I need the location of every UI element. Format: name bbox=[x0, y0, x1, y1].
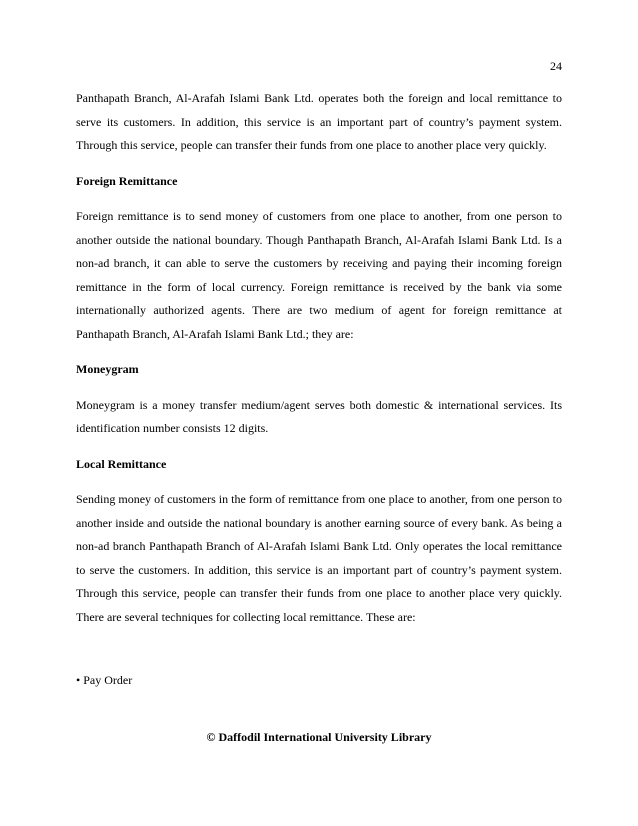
local-remittance-paragraph: Sending money of customers in the form of remittance from one place to another, from one person to another inside and outside the national boundary is another earning source of every bank. As being a non-ad branch Panthapath Branch of Al-Arafah Islami Bank Ltd. Only operates the local remittance to serve the customers. In addition, this service is an important part of country’s payment system. Through this service, people can transfer their funds from one place to another place very quickly. There are several techniques for collecting local remittance. These are: bbox=[76, 492, 562, 624]
moneygram-heading: Moneygram bbox=[76, 362, 139, 376]
footer-copyright: © Daffodil International University Library bbox=[206, 730, 432, 744]
page-number: 24 bbox=[550, 59, 562, 73]
moneygram-paragraph: Moneygram is a money transfer medium/agent serves both domestic & international services. Its identification number consists 12 digits. bbox=[76, 397, 562, 435]
foreign-remittance-heading: Foreign Remittance bbox=[76, 173, 178, 188]
document-body bbox=[76, 87, 562, 693]
foreign-remittance-paragraph: Foreign remittance is to send money of customers from one place to another, from one person to another outside the national boundary. Though Panthapath Branch, Al-Arafah Islami Bank Ltd. Is a non-ad branch, it can able to serve the customers by receiving and paying their incoming foreign remittance in the form of local currency. Foreign remittance is received by the bank via some internationally authorized agents. There are two medium of agent for foreign remittance at Panthapath Branch, Al-Arafah Islami Bank Ltd.; they are: bbox=[76, 209, 562, 341]
list-item: • Pay Order bbox=[76, 673, 133, 687]
intro-paragraph: Panthapath Branch, Al-Arafah Islami Bank Ltd. operates both the foreign and local remittance to serve its customers. In addition, this service is an important part of country’s payment system. Through this service, people can transfer their funds from one place to another place very quickly. bbox=[76, 91, 562, 152]
local-remittance-heading: Local Remittance bbox=[76, 456, 167, 471]
